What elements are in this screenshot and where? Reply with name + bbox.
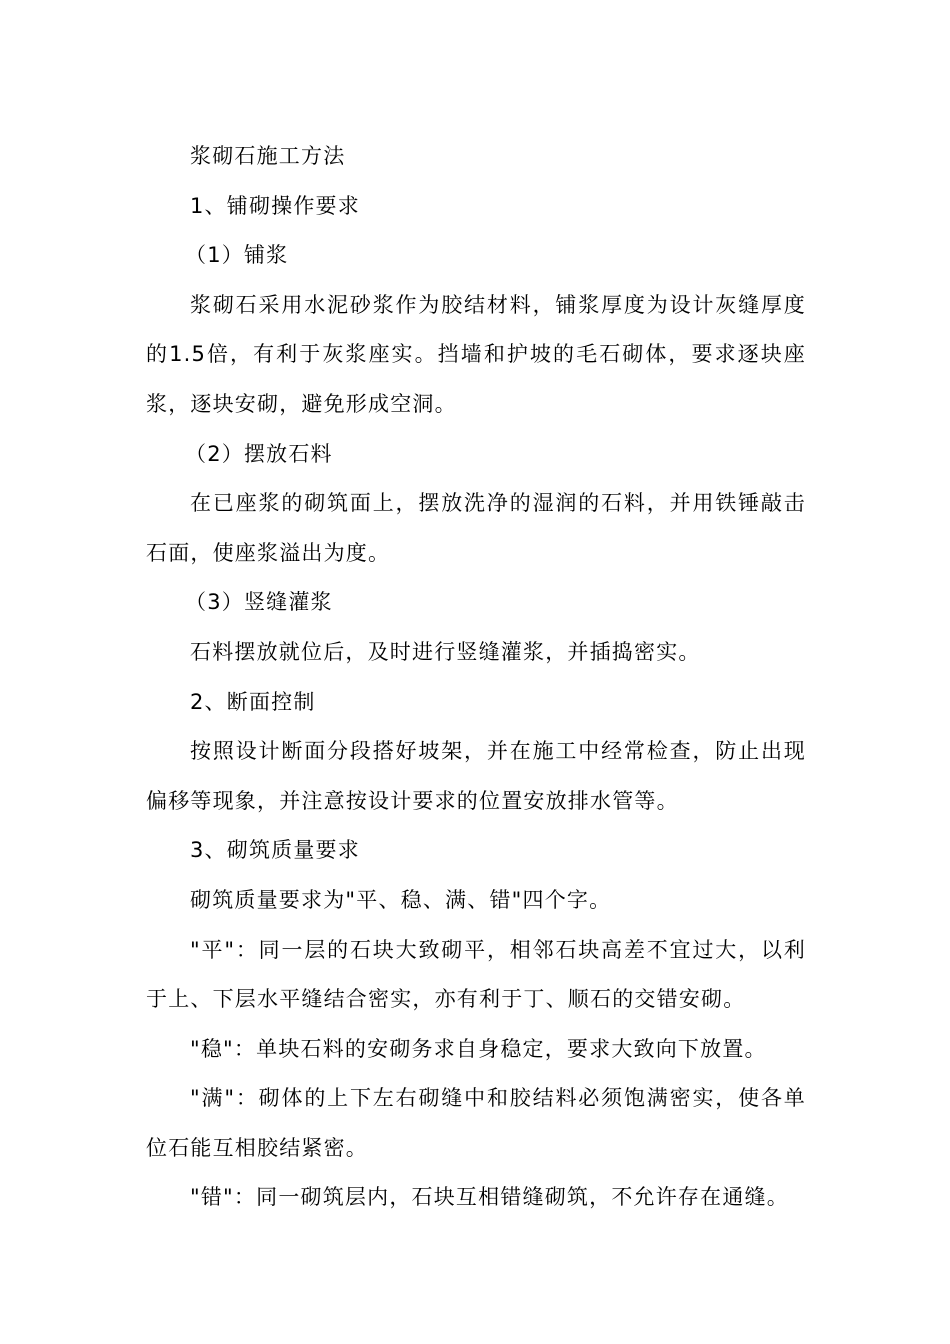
paragraph-quality-summary: 砌筑质量要求为"平、稳、满、错"四个字。 xyxy=(190,887,612,912)
section-heading-3: 3、砌筑质量要求 xyxy=(190,838,360,863)
document-body xyxy=(146,132,806,1223)
paragraph-quality-flat: "平"：同一层的石块大致砌平，相邻石块高差不宜过大，以利于上、下层水平缝结合密实，亦有利于丁、顺石的交错安砌。 xyxy=(146,937,806,1012)
section-heading-2: 2、断面控制 xyxy=(190,689,316,714)
document-title: 浆砌石施工方法 xyxy=(190,144,346,168)
paragraph-section-control: 按照设计断面分段搭好坡架，并在施工中经常检查，防止出现偏移等现象，并注意按设计要求的位置安放排水管等。 xyxy=(146,739,806,813)
subsection-heading-1-3: （3）竖缝灌浆 xyxy=(185,590,333,615)
paragraph-stone-placement: 在已座浆的砌筑面上，摆放洗净的湿润的石料，并用铁锤敲击石面，使座浆溢出为度。 xyxy=(146,491,806,565)
paragraph-mortar-laying: 浆砌石采用水泥砂浆作为胶结材料，铺浆厚度为设计灰缝厚度的1.5倍，有利于灰浆座实。挡墙和护坡的毛石砌体，要求逐块座浆，逐块安砌，避免形成空洞。 xyxy=(146,292,806,416)
paragraph-vertical-joint-grouting: 石料摆放就位后，及时进行竖缝灌浆，并插捣密实。 xyxy=(190,639,701,664)
paragraph-quality-full: "满"：砌体的上下左右砌缝中和胶结料必须饱满密实，使各单位石能互相胶结紧密。 xyxy=(146,1086,806,1160)
section-heading-1: 1、铺砌操作要求 xyxy=(190,193,360,218)
paragraph-quality-stable: "稳"：单块石料的安砌务求自身稳定，要求大致向下放置。 xyxy=(190,1036,767,1061)
subsection-heading-1-1: （1）铺浆 xyxy=(185,243,289,268)
subsection-heading-1-2: （2）摆放石料 xyxy=(185,441,333,466)
paragraph-quality-staggered: "错"：同一砌筑层内，石块互相错缝砌筑，不允许存在通缝。 xyxy=(190,1185,789,1210)
